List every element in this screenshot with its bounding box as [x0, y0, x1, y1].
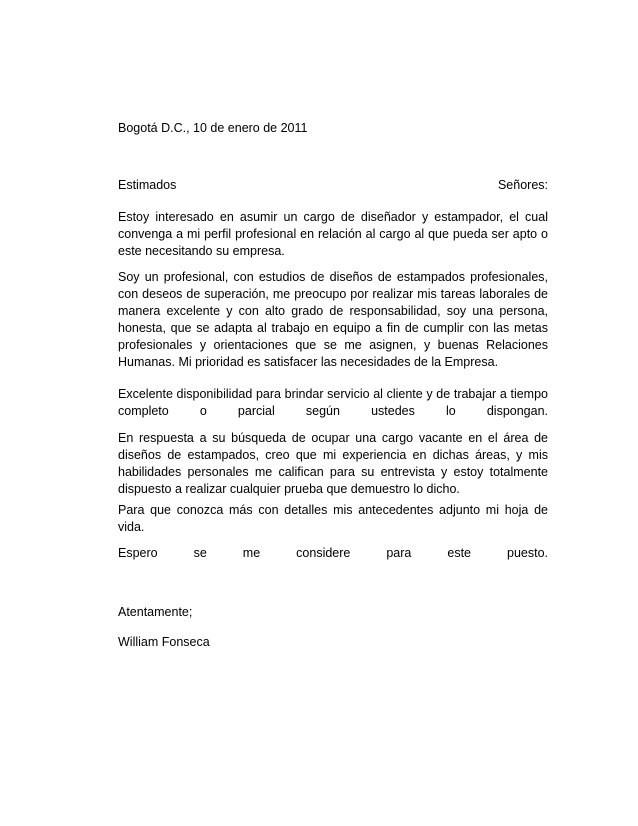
paragraph-attachment: Para que conozca más con detalles mis antecedentes adjunto mi hoja de vida. — [118, 503, 548, 534]
place-date: Bogotá D.C., 10 de enero de 2011 — [118, 121, 308, 135]
closing: Atentamente; — [118, 605, 193, 619]
paragraph-hope: Espero se me considere para este puesto. — [118, 546, 548, 560]
greeting-line — [118, 177, 548, 194]
paragraph-availability: Excelente disponibilidad para brindar servicio al cliente y de trabajar a tiempo completo o parcial según ustedes lo dispongan. — [118, 387, 548, 418]
greeting-right: Señores: — [497, 178, 548, 192]
signature: William Fonseca — [118, 635, 210, 649]
paragraph-response: En respuesta a su búsqueda de ocupar una cargo vacante en el área de diseños de estampados, creo que mi experiencia en dichas áreas, y mis habilidades personales me califican para su entrevista y estoy totalmente dispuesto a realizar cualquier prueba que demuestro lo dicho. — [118, 431, 548, 496]
greeting-left: Estimados — [118, 178, 177, 192]
paragraph-intro: Estoy interesado en asumir un cargo de diseñador y estampador, el cual convenga a mi perfil profesional en relación al cargo al que pueda ser apto o este necesitando su empresa. — [118, 210, 548, 258]
paragraph-profile: Soy un profesional, con estudios de diseños de estampados profesionales, con deseos de superación, me preocupo por realizar mis tareas laborales de manera excelente y con alto grado de responsabilidad, soy una persona, honesta, que se adapta al trabajo en equipo a fin de cumplir con las metas profesionales y orientaciones que se me asignen, y buenas Relaciones Humanas. Mi prioridad es satisfacer las necesidades de la Empresa. — [118, 270, 548, 369]
